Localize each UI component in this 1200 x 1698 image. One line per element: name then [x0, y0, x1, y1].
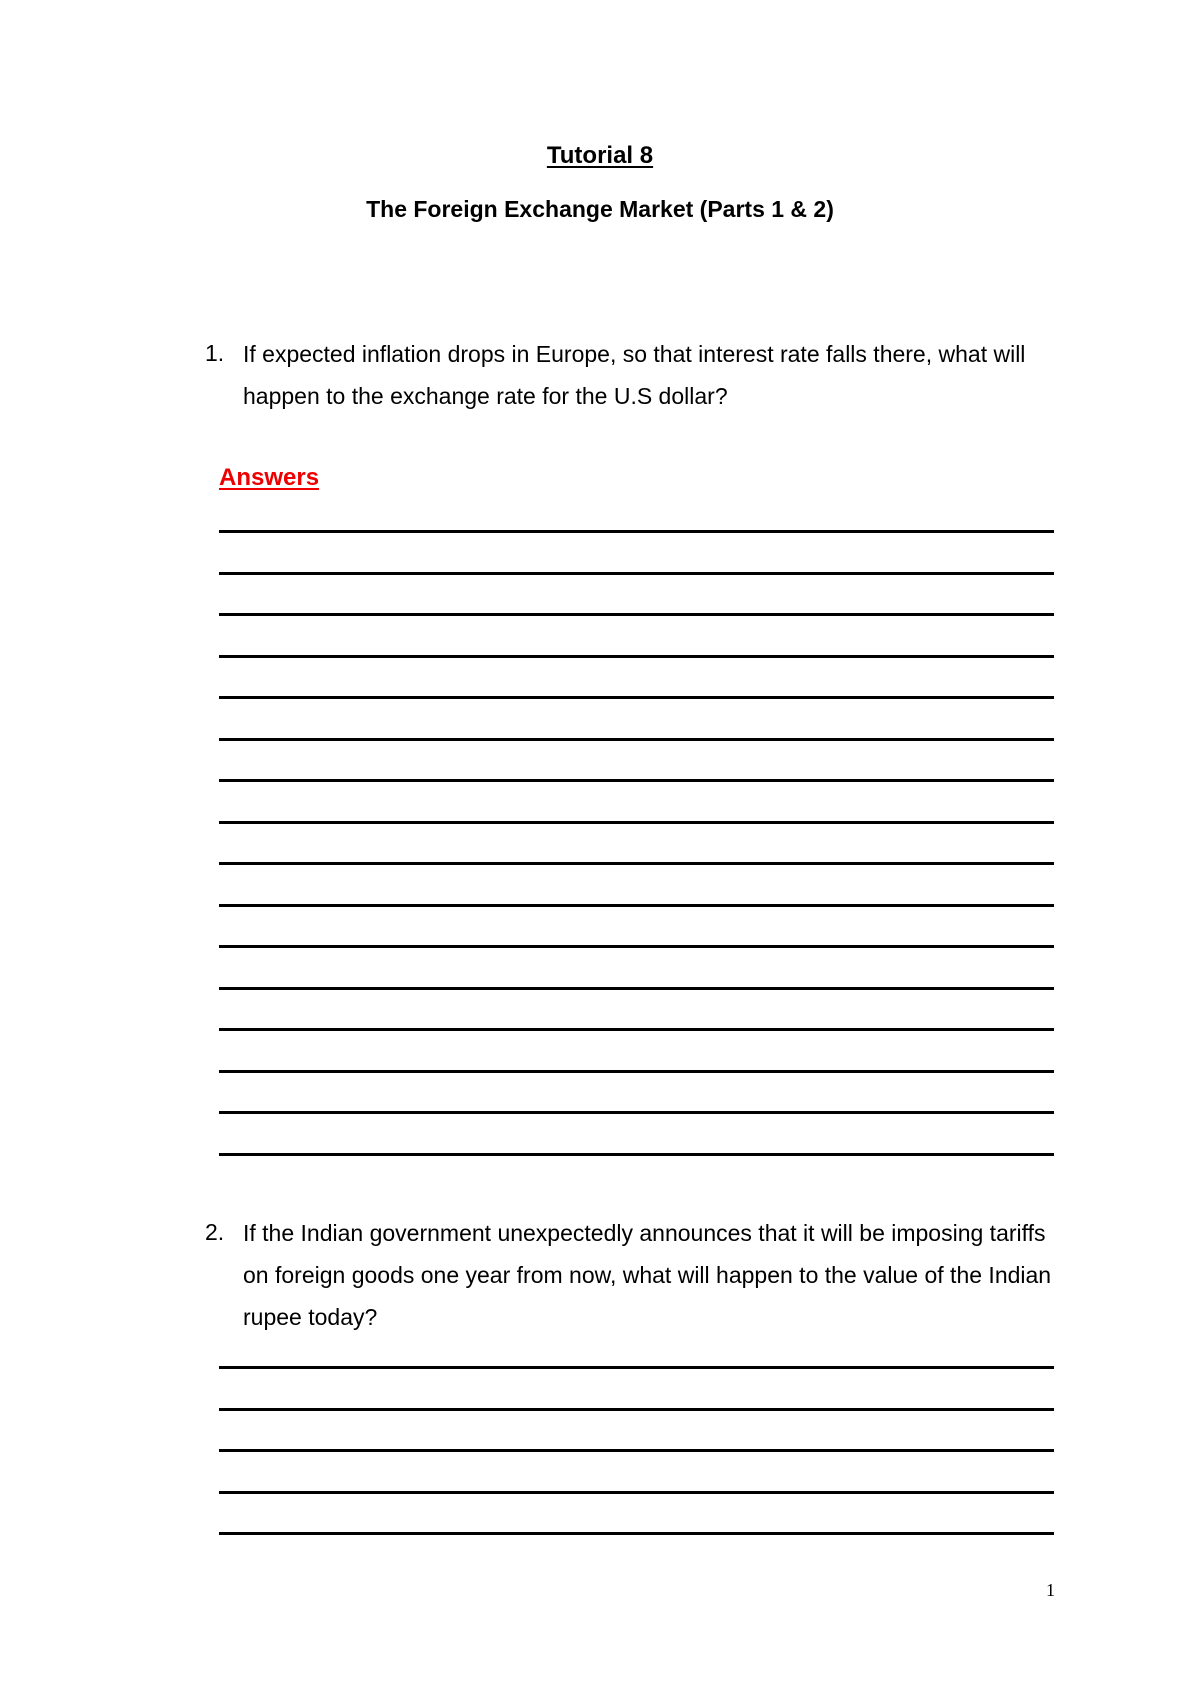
answer-line: [219, 696, 1054, 699]
question-2-text: If the Indian government unexpectedly announces that it will be imposing tariffs on foreign goods one year from now, what will happen to the value of the Indian rupee today?: [243, 1220, 1052, 1330]
question-1-text: If expected inflation drops in Europe, so that interest rate falls there, what will happen to the exchange rate for the U.S dollar?: [243, 341, 1026, 409]
answer-line: [219, 613, 1054, 616]
answer-line: [219, 738, 1054, 741]
answer-line: [219, 945, 1054, 948]
answer-line: [219, 1532, 1054, 1535]
answer-line: [219, 1111, 1054, 1114]
answer-line: [219, 530, 1054, 533]
answer-line: [219, 1449, 1054, 1452]
answer-line: [219, 1153, 1054, 1156]
answer-line: [219, 1028, 1054, 1031]
page-number: 1: [1046, 1580, 1055, 1600]
answer-line: [219, 1366, 1054, 1369]
answer-line: [219, 821, 1054, 824]
answer-line: [219, 655, 1054, 658]
answer-line: [219, 572, 1054, 575]
answer-line: [219, 779, 1054, 782]
answer-line: [219, 1070, 1054, 1073]
answer-line: [219, 904, 1054, 907]
page-title: Tutorial 8: [546, 142, 654, 169]
answer-line: [219, 1491, 1054, 1494]
answers-label: Answers: [219, 464, 320, 491]
answer-line: [219, 862, 1054, 865]
question-1-number: 1.: [205, 340, 225, 366]
answer-line: [219, 1408, 1054, 1411]
page-subtitle: The Foreign Exchange Market (Parts 1 & 2): [366, 196, 834, 222]
answer-line: [219, 987, 1054, 990]
question-2-number: 2.: [205, 1219, 225, 1245]
